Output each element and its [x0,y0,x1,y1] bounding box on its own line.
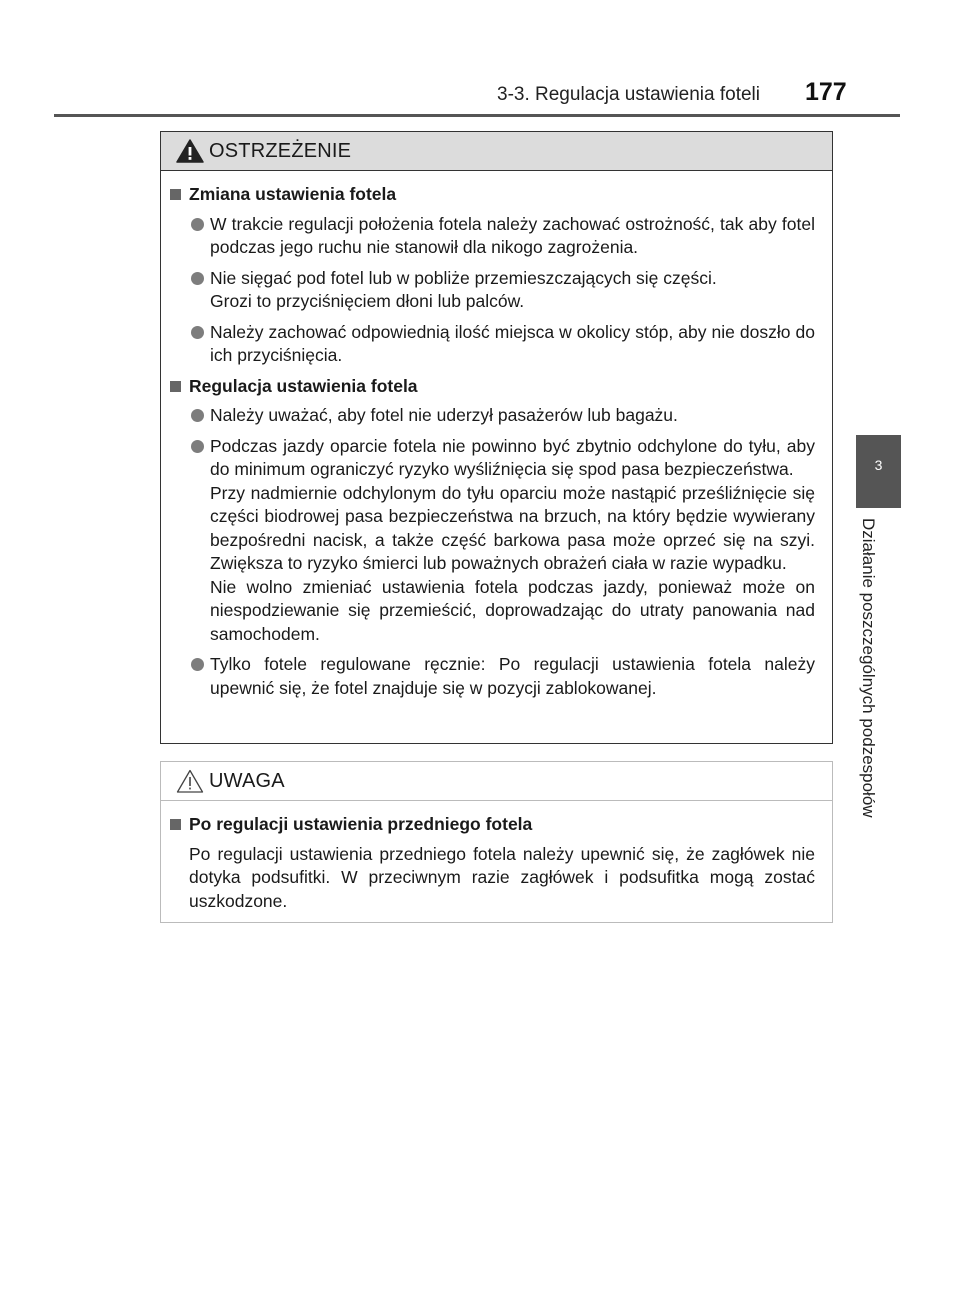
list-item [170,213,815,260]
page-number: 177 [805,78,847,106]
round-bullet-icon [191,658,204,671]
warning-section-title-text: Regulacja ustawienia fotela [189,375,418,396]
warning-box [160,131,833,744]
chapter-tab [856,435,901,508]
round-bullet-icon [191,440,204,453]
list-item [170,404,815,428]
item-paragraph: Należy zachować odpowiednią ilość miejsca w okolicy stóp, aby nie doszło do ich przyciśnięcia. [210,321,815,365]
list-item [170,653,815,700]
item-paragraph: Nie wolno zmieniać ustawienia fotela podczas jazdy, ponieważ może on niespodziewanie się przemieścić, doprowadzając do utraty panowania nad samochodem. [210,576,815,644]
page-header [0,0,960,120]
caution-box [160,761,833,923]
caution-text: Po regulacji ustawienia przedniego fotela należy upewnić się, że zagłówek nie dotyka podsufitki. W przeciwnym razie zagłówek i podsufitka mogą zostać uszkodzone. [189,843,815,911]
caution-title: UWAGA [209,769,285,792]
item-paragraph: Przy nadmiernie odchylonym do tyłu oparciu może nastąpić prześliźnięcie się części biodrowej pasa bezpieczeństwa na brzuch, na który będzie wywierany bezpośredni nacisk, a także część barkowa pasa może oprzeć się na szyi. Zwiększa to ryzyko śmierci lub poważnych obrażeń ciała w razie wypadku. [210,482,815,573]
list-item [170,321,815,368]
round-bullet-icon [191,326,204,339]
warning-section-title-text: Zmiana ustawienia fotela [189,184,397,204]
header-divider [54,114,900,117]
caution-section-title-text: Po regulacji ustawienia przedniego fotela [189,814,533,834]
list-item [170,267,815,314]
warning-triangle-icon [175,138,205,164]
chapter-tab-number: 3 [874,457,883,473]
warning-header [161,132,832,171]
item-paragraph: Podczas jazdy oparcie fotela nie powinno być zbytnio odchylone do tyłu, aby do minimum ograniczyć ryzyko wyśliźnięcia się spod pasa bezpieczeństwa. [210,435,815,479]
warning-section-title [170,183,815,207]
round-bullet-icon [191,218,204,231]
round-bullet-icon [191,409,204,422]
item-paragraph: Należy uważać, aby fotel nie uderzył pasażerów lub bagażu. [210,405,678,425]
square-bullet-icon [170,381,181,392]
item-paragraph: W trakcie regulacji położenia fotela należy zachować ostrożność, tak aby fotel podczas jego ruchu nie stanowił dla nikogo zagrożenia. [210,213,815,257]
item-paragraph: Grozi to przyciśnięciem dłoni lub palców. [210,291,525,311]
caution-header [161,762,832,801]
caution-section-title [170,813,815,837]
item-paragraph: Nie sięgać pod fotel lub w pobliże przemieszczających się części. [210,267,717,288]
chapter-side-title: Działanie poszczególnych podzespołów [859,518,878,818]
warning-title: OSTRZEŻENIE [209,139,352,162]
caution-body [161,801,832,913]
round-bullet-icon [191,272,204,285]
section-title: 3-3. Regulacja ustawienia foteli [497,84,760,105]
warning-body [161,171,832,700]
item-paragraph: Tylko fotele regulowane ręcznie: Po regulacji ustawienia fotela należy upewnić się, że fotel znajduje się w pozycji zablokowanej. [210,654,815,698]
warning-section-title [170,375,815,399]
caution-triangle-icon [175,768,205,794]
square-bullet-icon [170,819,181,830]
list-item [170,435,815,647]
square-bullet-icon [170,189,181,200]
